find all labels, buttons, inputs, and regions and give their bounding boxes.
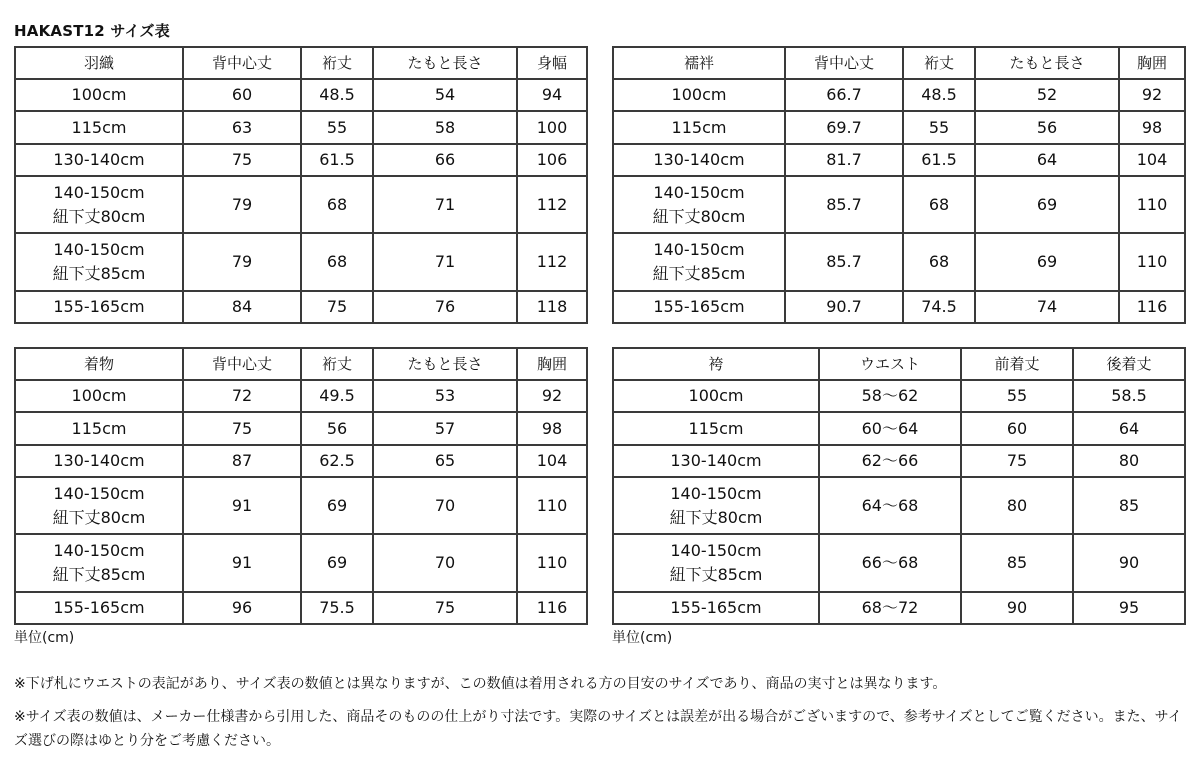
column-header: 背中心丈 — [183, 47, 301, 79]
measurement-cell: 52 — [975, 79, 1119, 111]
size-sublabel: 紐下丈85cm — [52, 564, 146, 584]
size-table-hakama — [612, 347, 1186, 625]
size-label-cell — [15, 79, 183, 111]
measurement-cell: 90 — [1073, 534, 1185, 591]
measurement-cell: 58 — [373, 111, 517, 143]
size-label-cell — [613, 176, 785, 233]
size-sublabel: 紐下丈80cm — [52, 206, 146, 226]
measurement-cell: 92 — [1119, 79, 1185, 111]
size-range: 130-140cm — [670, 450, 762, 470]
measurement-cell: 75.5 — [301, 592, 373, 624]
measurement-cell: 110 — [1119, 233, 1185, 290]
table-row — [15, 477, 587, 534]
measurement-cell: 74 — [975, 291, 1119, 323]
measurement-cell: 100 — [517, 111, 587, 143]
size-range: 140-150cm — [670, 483, 762, 503]
column-header: 前着丈 — [961, 348, 1073, 380]
measurement-cell: 64 — [975, 144, 1119, 176]
table-row — [15, 445, 587, 477]
measurement-cell: 87 — [183, 445, 301, 477]
size-range: 100cm — [71, 85, 127, 105]
measurement-cell: 53 — [373, 380, 517, 412]
measurement-cell: 61.5 — [903, 144, 975, 176]
measurement-cell: 69.7 — [785, 111, 903, 143]
size-range: 140-150cm — [53, 239, 145, 259]
column-header: 身幅 — [517, 47, 587, 79]
size-label-cell — [613, 111, 785, 143]
table-row — [613, 477, 1185, 534]
measurement-cell: 64〜68 — [819, 477, 961, 534]
measurement-cell: 91 — [183, 477, 301, 534]
size-range: 140-150cm — [653, 182, 745, 202]
size-label-cell — [613, 144, 785, 176]
table-row — [15, 144, 587, 176]
size-label-cell — [15, 592, 183, 624]
size-range: 155-165cm — [653, 296, 745, 316]
measurement-cell: 116 — [1119, 291, 1185, 323]
note-1: ※下げ札にウエストの表記があり、サイズ表の数値とは異なりますが、この数値は着用される方の目安のサイズであり、商品の実寸とは異なります。 — [14, 676, 947, 692]
size-range: 140-150cm — [53, 540, 145, 560]
table-row — [15, 233, 587, 290]
measurement-cell: 79 — [183, 233, 301, 290]
note-2: ※サイズ表の数値は、メーカー仕様書から引用した、商品そのものの仕上がり寸法です。実際のサイズとは誤差が出る場合がございますので、参考サイズとしてご覧ください。また、サイズ選びの際はゆとり分をご考慮ください。 — [14, 709, 1182, 749]
size-range: 130-140cm — [53, 450, 145, 470]
size-sublabel: 紐下丈80cm — [52, 507, 146, 527]
measurement-cell: 69 — [975, 233, 1119, 290]
column-header: たもと長さ — [975, 47, 1119, 79]
size-label-cell — [15, 176, 183, 233]
size-sublabel: 紐下丈85cm — [669, 564, 763, 584]
table-header-row — [15, 47, 587, 79]
measurement-cell: 68〜72 — [819, 592, 961, 624]
measurement-cell: 98 — [517, 412, 587, 444]
measurement-cell: 62.5 — [301, 445, 373, 477]
measurement-cell: 85 — [961, 534, 1073, 591]
size-label-cell — [15, 380, 183, 412]
measurement-cell: 92 — [517, 380, 587, 412]
measurement-cell: 80 — [961, 477, 1073, 534]
table-row — [613, 79, 1185, 111]
size-label-cell — [613, 534, 819, 591]
size-label-cell — [15, 291, 183, 323]
measurement-cell: 75 — [373, 592, 517, 624]
measurement-cell: 57 — [373, 412, 517, 444]
table-row — [15, 534, 587, 591]
table-header-row — [613, 47, 1185, 79]
size-label-cell — [15, 412, 183, 444]
size-table-juban — [612, 46, 1186, 324]
table-row — [15, 592, 587, 624]
measurement-cell: 75 — [301, 291, 373, 323]
measurement-cell: 56 — [301, 412, 373, 444]
table-row — [613, 291, 1185, 323]
table-row — [613, 412, 1185, 444]
size-range: 130-140cm — [53, 149, 145, 169]
measurement-cell: 64 — [1073, 412, 1185, 444]
size-range: 140-150cm — [53, 182, 145, 202]
table-row — [613, 445, 1185, 477]
measurement-cell: 58.5 — [1073, 380, 1185, 412]
size-range: 100cm — [671, 85, 727, 105]
measurement-cell: 85 — [1073, 477, 1185, 534]
table-row — [15, 176, 587, 233]
measurement-cell: 95 — [1073, 592, 1185, 624]
measurement-cell: 110 — [1119, 176, 1185, 233]
measurement-cell: 69 — [301, 477, 373, 534]
measurement-cell: 70 — [373, 534, 517, 591]
measurement-cell: 75 — [183, 144, 301, 176]
column-header: 後着丈 — [1073, 348, 1185, 380]
measurement-cell: 49.5 — [301, 380, 373, 412]
measurement-cell: 81.7 — [785, 144, 903, 176]
measurement-cell: 104 — [1119, 144, 1185, 176]
unit-label-left: 単位(cm) — [14, 630, 75, 646]
measurement-cell: 76 — [373, 291, 517, 323]
measurement-cell: 112 — [517, 176, 587, 233]
measurement-cell: 71 — [373, 233, 517, 290]
measurement-cell: 75 — [183, 412, 301, 444]
table-row — [613, 176, 1185, 233]
size-range: 115cm — [71, 418, 127, 438]
measurement-cell: 85.7 — [785, 176, 903, 233]
measurement-cell: 63 — [183, 111, 301, 143]
measurement-cell: 91 — [183, 534, 301, 591]
size-label-cell — [613, 445, 819, 477]
size-table-haori — [14, 46, 588, 324]
column-header: 着物 — [15, 348, 183, 380]
measurement-cell: 110 — [517, 534, 587, 591]
table-header-row — [15, 348, 587, 380]
column-header: 胸囲 — [1119, 47, 1185, 79]
measurement-cell: 60 — [961, 412, 1073, 444]
measurement-cell: 98 — [1119, 111, 1185, 143]
table-row — [15, 380, 587, 412]
table-row — [15, 412, 587, 444]
measurement-cell: 65 — [373, 445, 517, 477]
size-range: 155-165cm — [670, 597, 762, 617]
size-range: 130-140cm — [653, 149, 745, 169]
size-sublabel: 紐下丈85cm — [652, 263, 746, 283]
measurement-cell: 84 — [183, 291, 301, 323]
size-label-cell — [613, 592, 819, 624]
measurement-cell: 85.7 — [785, 233, 903, 290]
size-label-cell — [15, 233, 183, 290]
size-range: 115cm — [71, 117, 127, 137]
measurement-cell: 94 — [517, 79, 587, 111]
measurement-cell: 66 — [373, 144, 517, 176]
measurement-cell: 90.7 — [785, 291, 903, 323]
column-header: 背中心丈 — [183, 348, 301, 380]
column-header: 裄丈 — [301, 348, 373, 380]
table-header-row — [613, 348, 1185, 380]
size-label-cell — [15, 144, 183, 176]
measurement-cell: 68 — [903, 233, 975, 290]
table-row — [613, 233, 1185, 290]
size-range: 140-150cm — [53, 483, 145, 503]
column-header: 裄丈 — [903, 47, 975, 79]
measurement-cell: 112 — [517, 233, 587, 290]
size-sublabel: 紐下丈80cm — [669, 507, 763, 527]
measurement-cell: 104 — [517, 445, 587, 477]
size-label-cell — [613, 291, 785, 323]
size-range: 100cm — [71, 386, 127, 406]
size-sublabel: 紐下丈80cm — [652, 206, 746, 226]
table-row — [15, 291, 587, 323]
measurement-cell: 74.5 — [903, 291, 975, 323]
page-title: HAKAST12 サイズ表 — [14, 22, 170, 40]
measurement-cell: 110 — [517, 477, 587, 534]
column-header: 胸囲 — [517, 348, 587, 380]
measurement-cell: 68 — [301, 176, 373, 233]
measurement-cell: 60 — [183, 79, 301, 111]
measurement-cell: 106 — [517, 144, 587, 176]
measurement-cell: 56 — [975, 111, 1119, 143]
measurement-cell: 62〜66 — [819, 445, 961, 477]
table-row — [15, 111, 587, 143]
measurement-cell: 75 — [961, 445, 1073, 477]
measurement-cell: 80 — [1073, 445, 1185, 477]
column-header: 背中心丈 — [785, 47, 903, 79]
size-table-kimono — [14, 347, 588, 625]
size-range: 155-165cm — [53, 597, 145, 617]
measurement-cell: 71 — [373, 176, 517, 233]
size-label-cell — [613, 233, 785, 290]
column-header: ウエスト — [819, 348, 961, 380]
table-row — [15, 79, 587, 111]
size-range: 140-150cm — [653, 239, 745, 259]
measurement-cell: 68 — [903, 176, 975, 233]
measurement-cell: 55 — [961, 380, 1073, 412]
measurement-cell: 70 — [373, 477, 517, 534]
size-label-cell — [613, 380, 819, 412]
table-row — [613, 144, 1185, 176]
size-sublabel: 紐下丈85cm — [52, 263, 146, 283]
measurement-cell: 58〜62 — [819, 380, 961, 412]
measurement-cell: 118 — [517, 291, 587, 323]
size-label-cell — [15, 477, 183, 534]
measurement-cell: 90 — [961, 592, 1073, 624]
measurement-cell: 66〜68 — [819, 534, 961, 591]
table-row — [613, 111, 1185, 143]
table-row — [613, 380, 1185, 412]
column-header: 襦袢 — [613, 47, 785, 79]
column-header: たもと長さ — [373, 348, 517, 380]
measurement-cell: 66.7 — [785, 79, 903, 111]
measurement-cell: 68 — [301, 233, 373, 290]
measurement-cell: 116 — [517, 592, 587, 624]
size-label-cell — [15, 445, 183, 477]
measurement-cell: 96 — [183, 592, 301, 624]
size-label-cell — [613, 477, 819, 534]
size-label-cell — [613, 79, 785, 111]
column-header: 袴 — [613, 348, 819, 380]
column-header: たもと長さ — [373, 47, 517, 79]
size-label-cell — [613, 412, 819, 444]
column-header: 裄丈 — [301, 47, 373, 79]
table-row — [613, 534, 1185, 591]
measurement-cell: 69 — [301, 534, 373, 591]
size-label-cell — [15, 111, 183, 143]
measurement-cell: 48.5 — [301, 79, 373, 111]
measurement-cell: 69 — [975, 176, 1119, 233]
size-label-cell — [15, 534, 183, 591]
measurement-cell: 48.5 — [903, 79, 975, 111]
size-range: 115cm — [671, 117, 727, 137]
size-range: 140-150cm — [670, 540, 762, 560]
size-range: 100cm — [688, 386, 744, 406]
column-header: 羽織 — [15, 47, 183, 79]
measurement-cell: 61.5 — [301, 144, 373, 176]
size-range: 115cm — [688, 418, 744, 438]
measurement-cell: 60〜64 — [819, 412, 961, 444]
measurement-cell: 55 — [903, 111, 975, 143]
measurement-cell: 54 — [373, 79, 517, 111]
table-row — [613, 592, 1185, 624]
unit-label-right: 単位(cm) — [612, 630, 673, 646]
measurement-cell: 55 — [301, 111, 373, 143]
measurement-cell: 72 — [183, 380, 301, 412]
measurement-cell: 79 — [183, 176, 301, 233]
size-range: 155-165cm — [53, 296, 145, 316]
